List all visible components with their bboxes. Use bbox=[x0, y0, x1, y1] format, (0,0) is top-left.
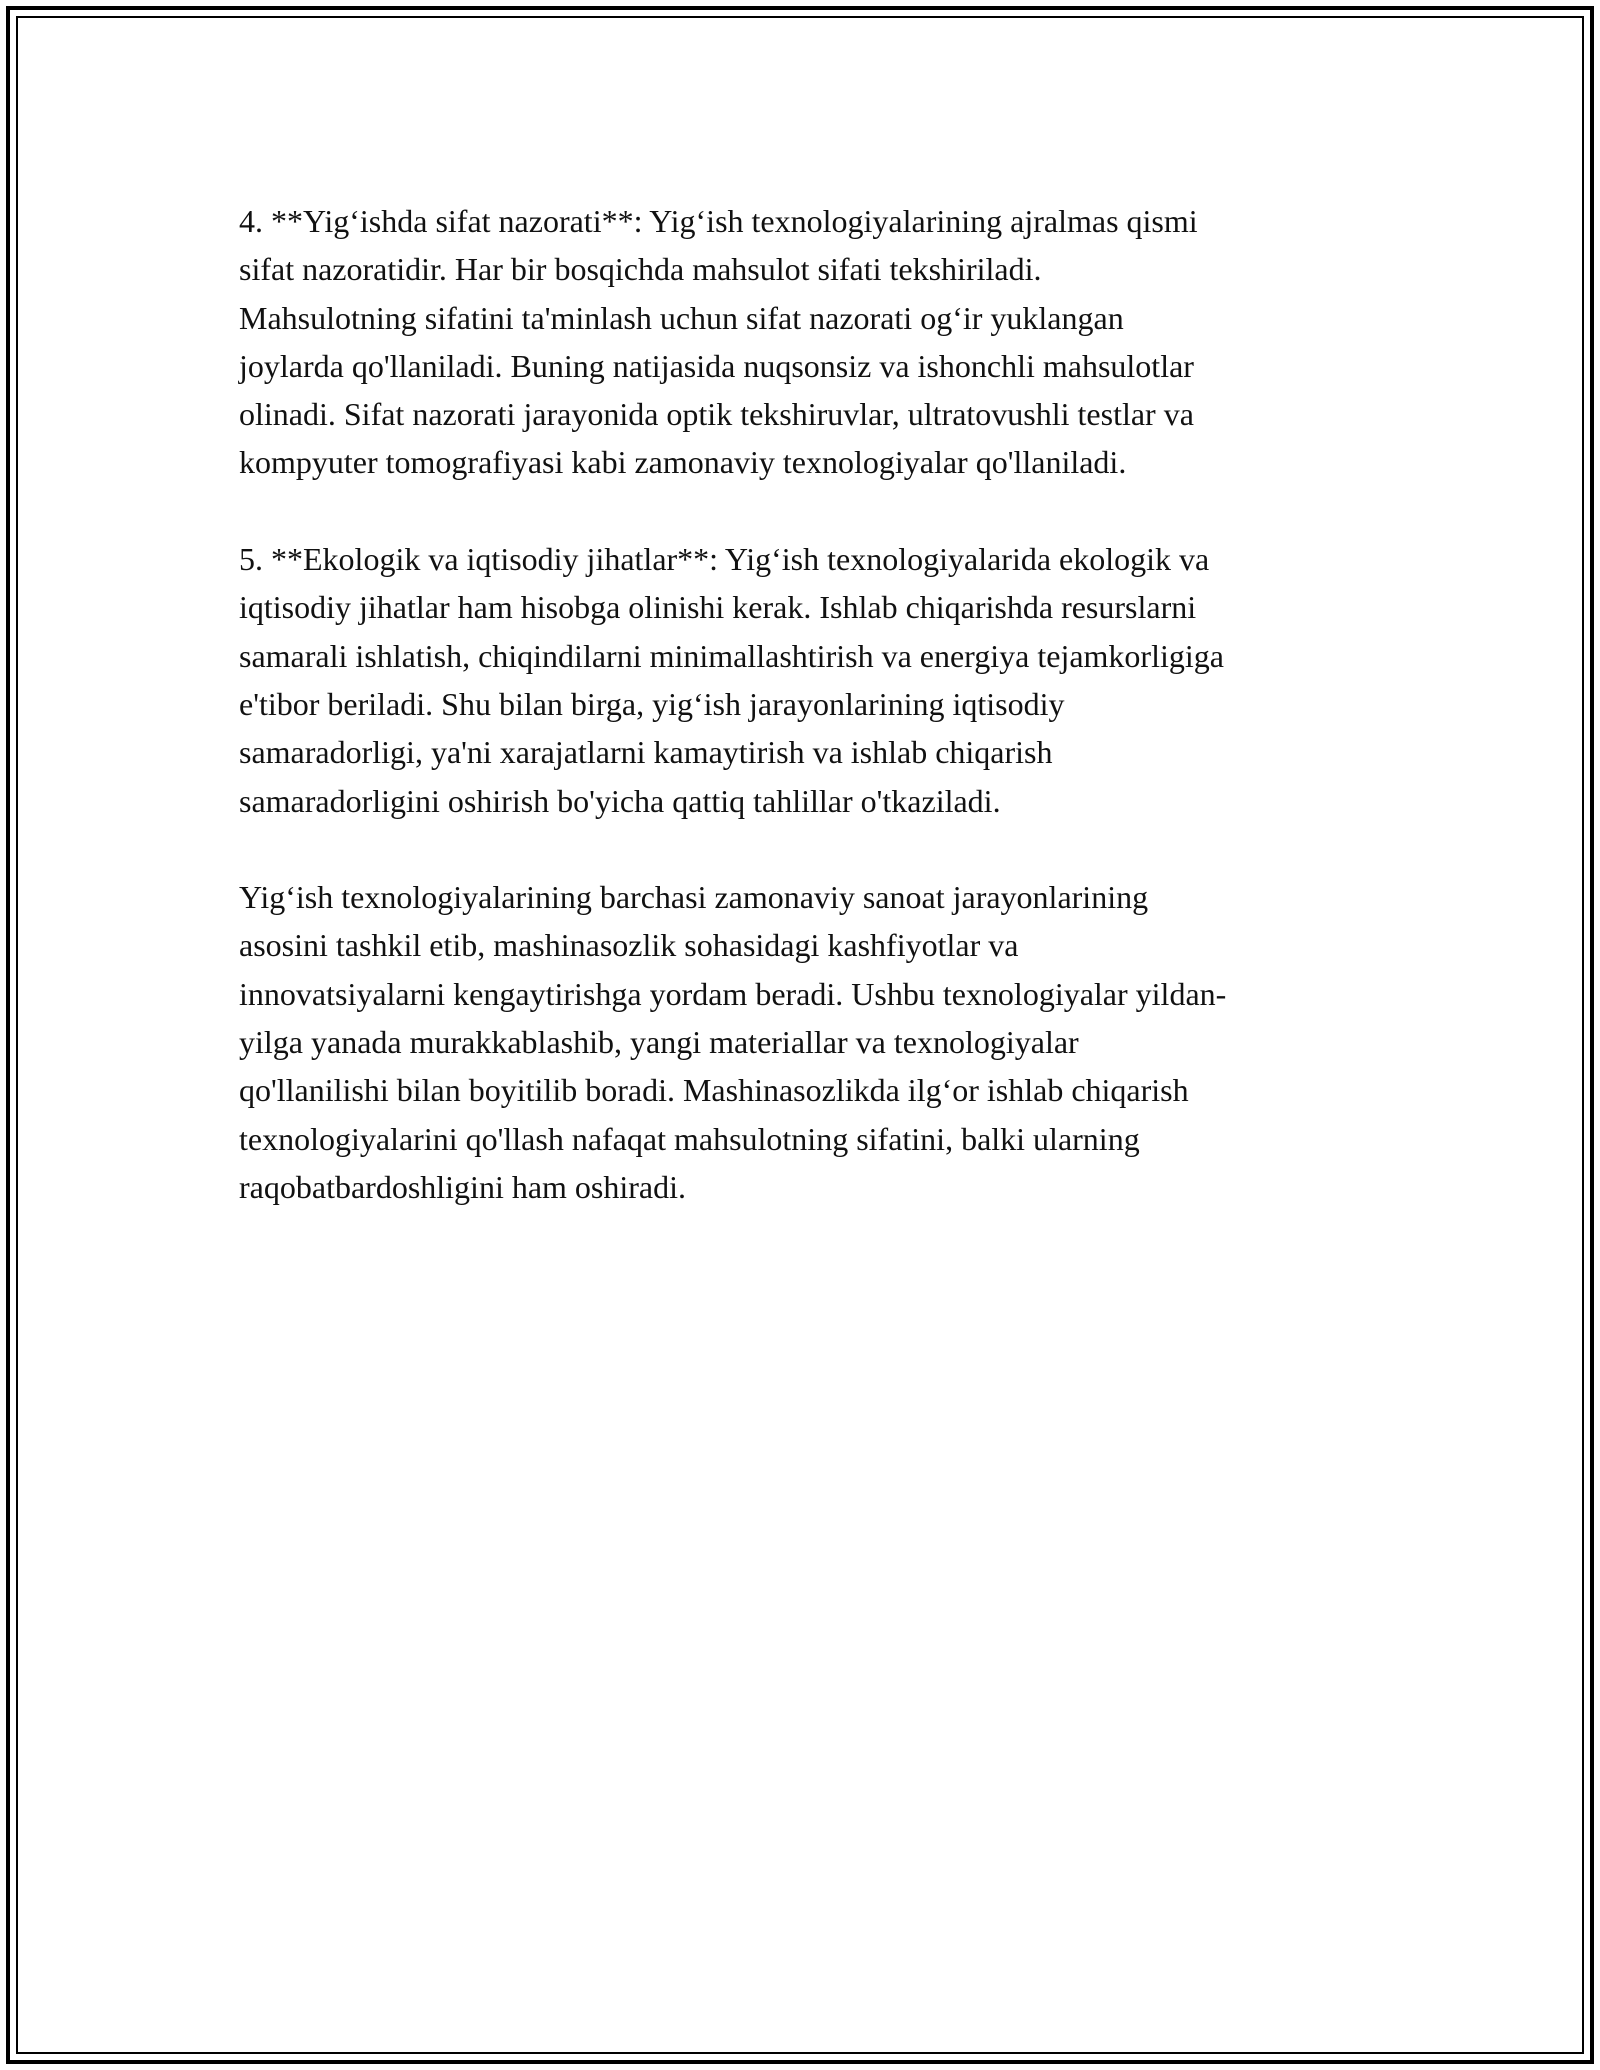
paragraph-ecological-economic: 5. **Ekologik va iqtisodiy jihatlar**: Yig‘ish texnologiyalarida ekologik va iqtisodiy jihatlar ham hisobga olinishi kerak. Ishlab chiqarishda resurslarni samarali ishlatish, chiqindilarni minimallashtirish va energiya tejamkorligiga e'tibor beriladi. Shu bilan birga, yig‘ish jarayonlarining iqtisodiy samaradorligi, ya'ni xarajatlarni kamaytirish va ishlab chiqarish samaradorligini oshirish bo'yicha qattiq tahlillar o'tkaziladi. bbox=[239, 541, 1224, 819]
paragraph-quality-control: 4. **Yig‘ishda sifat nazorati**: Yig‘ish texnologiyalarining ajralmas qismi sifat nazoratidir. Har bir bosqichda mahsulot sifati tekshiriladi. Mahsulotning sifatini ta'minlash uchun sifat nazorati og‘ir yuklangan joylarda qo'llaniladi. Buning natijasida nuqsonsiz va ishonchli mahsulotlar olinadi. Sifat nazorati jarayonida optik tekshiruvlar, ultratovushli testlar va kompyuter tomografiyasi kabi zamonaviy texnologiyalar qo'llaniladi. bbox=[239, 203, 1198, 481]
paragraph-conclusion: Yig‘ish texnologiyalarining barchasi zamonaviy sanoat jarayonlarining asosini tashkil etib, mashinasozlik sohasidagi kashfiyotlar va innovatsiyalarni kengaytirishga yordam beradi. Ushbu texnologiyalar yildan- yilga yanada murakkablashib, yangi materiallar va texnologiyalar qo'llanilishi bilan boyitilib boradi. Mashinasozlikda ilg‘or ishlab chiqarish texnologiyalarini qo'llash nafaqat mahsulotning sifatini, balki ularning raqobatbardoshligini ham oshiradi. bbox=[239, 879, 1227, 1205]
document-body bbox=[239, 197, 1399, 1260]
page-frame bbox=[6, 6, 1594, 2064]
